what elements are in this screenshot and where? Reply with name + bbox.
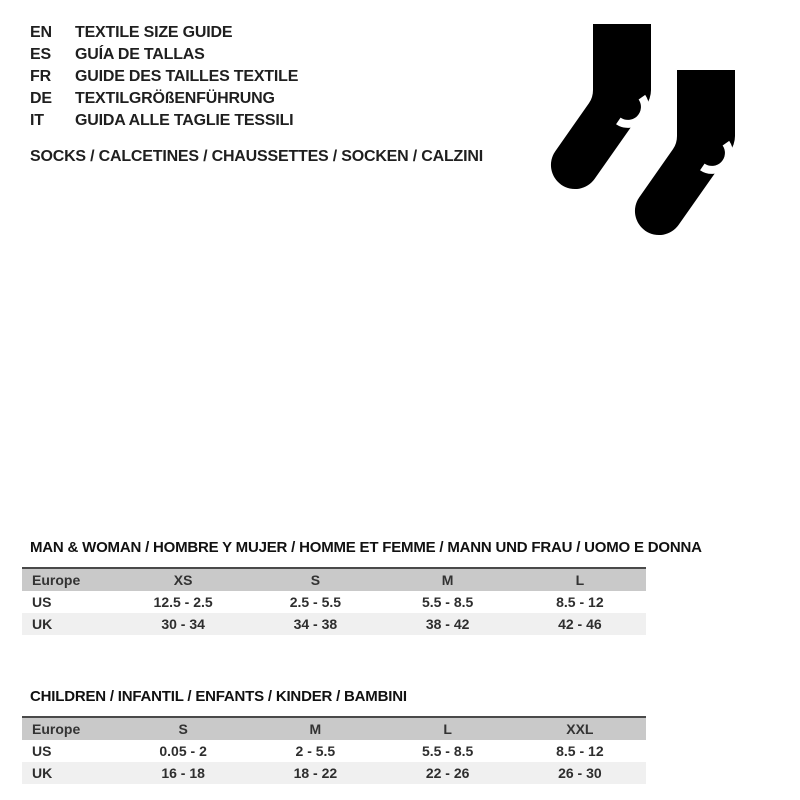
- language-list: [30, 22, 298, 132]
- table-section-man-woman: [22, 539, 702, 635]
- header-cell-size: M: [441, 572, 454, 588]
- header-cell-size: XXL: [566, 721, 594, 737]
- row-label: US: [32, 594, 52, 610]
- header-cell-size: L: [443, 721, 452, 737]
- size-value: 2 - 5.5: [295, 743, 336, 759]
- size-value: 5.5 - 8.5: [421, 594, 474, 610]
- size-value: 26 - 30: [558, 765, 602, 781]
- size-value: 2.5 - 5.5: [289, 594, 342, 610]
- table-row-uk: [22, 762, 646, 784]
- language-row-en: [30, 22, 298, 44]
- language-title: GUIDE DES TAILLES TEXTILE: [75, 68, 299, 85]
- table-row-uk: [22, 613, 646, 635]
- table-title: MAN & WOMAN / HOMBRE Y MUJER / HOMME ET FEMME / MANN UND FRAU / UOMO E DONNA: [30, 539, 702, 556]
- language-code: FR: [30, 68, 51, 85]
- header-cell-size: XS: [173, 572, 193, 588]
- size-value: 30 - 34: [161, 616, 205, 632]
- table-title: CHILDREN / INFANTIL / ENFANTS / KINDER / BAMBINI: [30, 688, 407, 705]
- size-value: 42 - 46: [558, 616, 602, 632]
- table-header-row: [22, 718, 646, 740]
- table-header-row: [22, 569, 646, 591]
- size-value: 12.5 - 2.5: [153, 594, 213, 610]
- size-value: 38 - 42: [425, 616, 470, 632]
- language-code: EN: [30, 24, 52, 41]
- table-row-us: [22, 591, 646, 613]
- size-value: 16 - 18: [161, 765, 205, 781]
- language-code: ES: [30, 46, 51, 63]
- size-value: 5.5 - 8.5: [421, 743, 474, 759]
- header-cell-size: S: [178, 721, 188, 737]
- table-row-us: [22, 740, 646, 762]
- size-value: 22 - 26: [425, 765, 470, 781]
- header-cell-size: M: [309, 721, 322, 737]
- language-row-es: [30, 44, 298, 66]
- row-label: US: [32, 743, 52, 759]
- header-cell-size: S: [310, 572, 321, 588]
- size-value: 8.5 - 12: [556, 743, 604, 759]
- product-categories: SOCKS / CALCETINES / CHAUSSETTES / SOCKEN / CALZINI: [30, 148, 483, 165]
- size-value: 34 - 38: [293, 616, 338, 632]
- header-cell-size: L: [575, 572, 585, 588]
- size-value: 8.5 - 12: [556, 594, 604, 610]
- socks-icon: [545, 20, 755, 260]
- row-label: UK: [32, 616, 53, 632]
- language-title: GUÍA DE TALLAS: [75, 46, 205, 63]
- size-table-man-woman: [22, 567, 646, 635]
- language-row-de: [30, 88, 298, 110]
- language-title: TEXTILGRÖßENFÜHRUNG: [75, 90, 275, 107]
- table-section-children: [22, 688, 646, 784]
- size-value: 18 - 22: [293, 765, 338, 781]
- language-title: TEXTILE SIZE GUIDE: [75, 24, 233, 41]
- size-table-children: [22, 716, 646, 784]
- header-cell-region: Europe: [32, 572, 81, 588]
- language-row-fr: [30, 66, 298, 88]
- language-title: GUIDA ALLE TAGLIE TESSILI: [75, 112, 294, 129]
- header-cell-region: Europe: [32, 721, 81, 737]
- size-value: 0.05 - 2: [159, 743, 207, 759]
- row-label: UK: [32, 765, 53, 781]
- language-code: IT: [30, 112, 44, 129]
- language-row-it: [30, 110, 298, 132]
- language-code: DE: [30, 90, 52, 107]
